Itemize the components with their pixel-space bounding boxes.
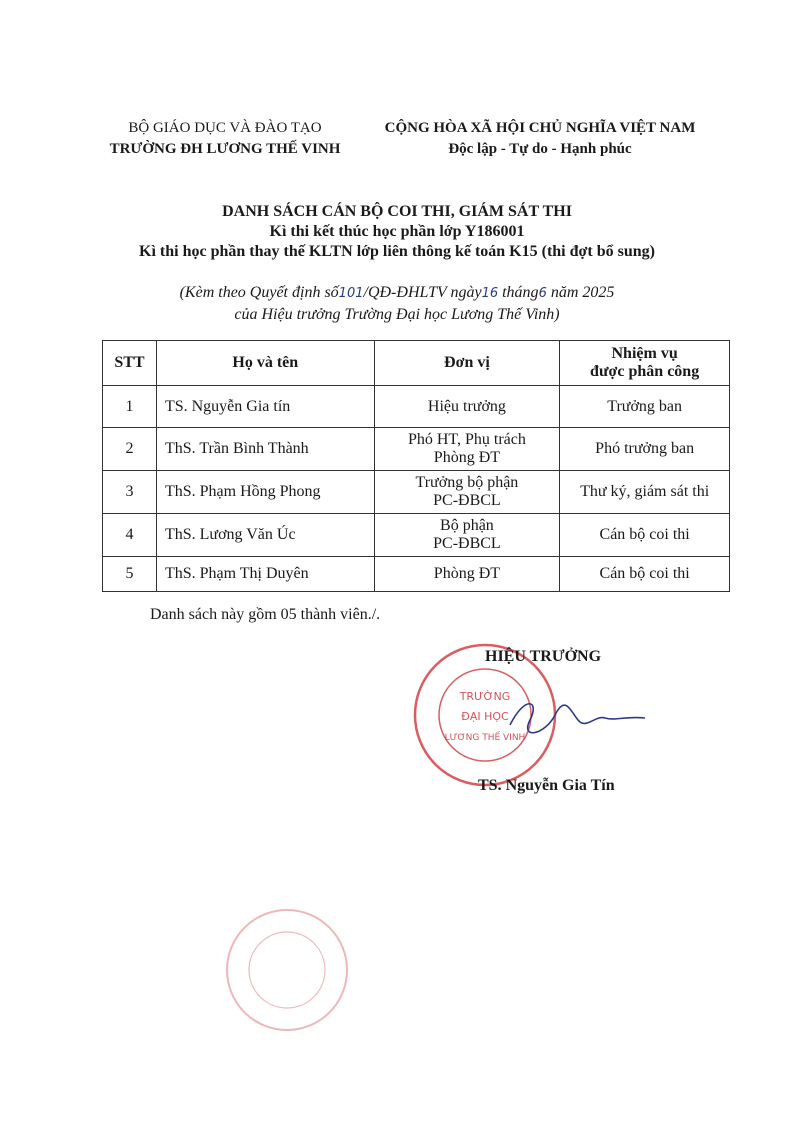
cell-unit-line-2: PC-ĐBCL xyxy=(433,535,501,552)
attachment-part-3: tháng xyxy=(498,284,539,301)
header-unit: Đơn vị xyxy=(374,341,560,386)
cell-unit-line-1: Bộ phận xyxy=(440,517,494,534)
cell-unit xyxy=(374,428,560,471)
cell-unit xyxy=(374,471,560,514)
header-right xyxy=(380,118,700,160)
decision-day: 16 xyxy=(481,286,499,301)
attachment-part-2: /QĐ-ĐHLTV ngày xyxy=(363,284,482,301)
table-row xyxy=(103,386,730,428)
cell-stt: 4 xyxy=(103,514,157,557)
table-header-row xyxy=(103,341,730,386)
cell-stt: 1 xyxy=(103,386,157,428)
table-row xyxy=(103,557,730,592)
header-duty xyxy=(560,341,730,386)
cell-unit-line-1: Hiệu trưởng xyxy=(427,397,506,415)
cell-unit xyxy=(374,557,560,592)
attachment-line-2: của Hiệu trưởng Trường Đại học Lương Thế Vinh) xyxy=(234,306,560,323)
svg-text:TRƯỜNG: TRƯỜNG xyxy=(459,690,511,703)
summary-text: Danh sách này gồm 05 thành viên./. xyxy=(150,606,381,623)
country-name: CỘNG HÒA XÃ HỘI CHỦ NGHĨA VIỆT NAM xyxy=(384,120,696,136)
cell-unit-line-2: PC-ĐBCL xyxy=(433,492,501,509)
header-duty-line-1: Nhiệm vụ xyxy=(611,345,678,362)
signer-name: TS. Nguyễn Gia Tín xyxy=(478,777,615,794)
title-line-2: Kì thi kết thúc học phần lớp Y186001 xyxy=(269,223,525,240)
cell-duty: Cán bộ coi thi xyxy=(560,557,730,592)
cell-name: ThS. Lương Văn Úc xyxy=(156,514,374,557)
header-left xyxy=(100,118,350,160)
title-line-3: Kì thi học phần thay thế KLTN lớp liên thông kế toán K15 (thi đợt bổ sung) xyxy=(139,243,655,260)
signer-title: HIỆU TRƯỞNG xyxy=(485,648,602,665)
cell-unit xyxy=(374,514,560,557)
cell-duty: Phó trưởng ban xyxy=(560,428,730,471)
attachment-part-4: năm 2025 xyxy=(546,284,615,301)
cell-unit-line-1: Trưởng bộ phận xyxy=(415,474,519,491)
ministry-name: BỘ GIÁO DỤC VÀ ĐÀO TẠO xyxy=(128,120,322,136)
document-title xyxy=(0,202,794,262)
cell-duty: Thư ký, giám sát thi xyxy=(560,471,730,514)
attachment-part-1: (Kèm theo Quyết định số xyxy=(179,284,339,301)
cell-stt: 2 xyxy=(103,428,157,471)
signature-scribble xyxy=(500,690,650,750)
cell-name: TS. Nguyễn Gia tín xyxy=(156,386,374,428)
svg-text:ĐẠI HỌC: ĐẠI HỌC xyxy=(461,710,509,723)
cell-duty: Cán bộ coi thi xyxy=(560,514,730,557)
cell-unit-line-1: Phó HT, Phụ trách xyxy=(407,431,526,448)
cell-stt: 5 xyxy=(103,557,157,592)
header-duty-line-2: được phân công xyxy=(590,363,700,380)
header-stt: STT xyxy=(103,341,157,386)
cell-name: ThS. Phạm Hồng Phong xyxy=(156,471,374,514)
cell-name: ThS. Phạm Thị Duyên xyxy=(156,557,374,592)
cell-stt: 3 xyxy=(103,471,157,514)
national-motto: Độc lập - Tự do - Hạnh phúc xyxy=(448,141,632,157)
title-line-1: DANH SÁCH CÁN BỘ COI THI, GIÁM SÁT THI xyxy=(222,203,572,220)
cell-unit-line-1: Phòng ĐT xyxy=(433,565,501,582)
svg-text:LƯƠNG THẾ VINH: LƯƠNG THẾ VINH xyxy=(444,733,526,743)
cell-unit xyxy=(374,386,560,428)
table-row xyxy=(103,428,730,471)
header-name: Họ và tên xyxy=(156,341,374,386)
decision-month: 6 xyxy=(538,286,547,301)
decision-number: 101 xyxy=(338,286,364,301)
table-row xyxy=(103,471,730,514)
cell-duty: Trưởng ban xyxy=(560,386,730,428)
faded-seal xyxy=(222,905,352,1035)
table-row xyxy=(103,514,730,557)
cell-name: ThS. Trần Bình Thành xyxy=(156,428,374,471)
cell-unit-line-2: Phòng ĐT xyxy=(433,449,501,466)
university-name: TRƯỜNG ĐH LƯƠNG THẾ VINH xyxy=(109,141,341,157)
attachment-note xyxy=(0,282,794,325)
staff-table xyxy=(102,340,730,592)
